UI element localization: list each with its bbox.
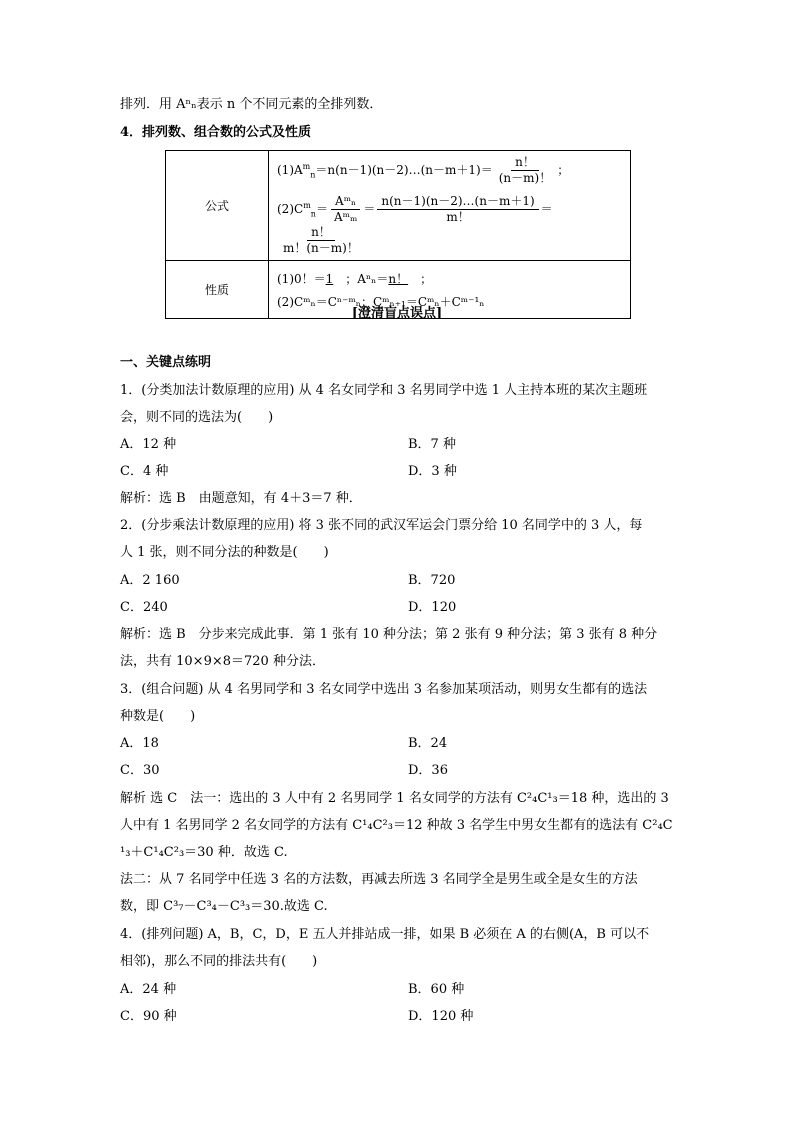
- f2-frac1-den: Aᵐₘ: [333, 210, 358, 224]
- formula-content: [269, 151, 631, 261]
- q1-line2: 会，则不同的选法为( ): [120, 410, 274, 425]
- q3-option-b: B．24: [408, 736, 448, 751]
- formula-table: [165, 150, 631, 319]
- q2-analysis-1: 解析：选 B 分步来完成此事．第 1 张有 10 种分法；第 2 张有 9 种分法；第 3 张有 8 种分: [120, 627, 658, 642]
- q4-option-d: D．120 种: [408, 1009, 474, 1024]
- q3-analysis-4: 法二：从 7 名同学中任选 3 名的方法数，再减去所选 3 名同学全是男生或全是女生的方法: [120, 872, 638, 887]
- part1-title: 一、关键点练明: [120, 355, 212, 370]
- q2-option-c: C．240: [120, 600, 168, 615]
- f2-fraction-2: [377, 194, 538, 225]
- intro-line: 排列．用 Aⁿₙ表示 n 个不同元素的全排列数．: [120, 97, 383, 112]
- p1-e: ；: [420, 271, 433, 286]
- q2-line1: 2．(分步乘法计数原理的应用) 将 3 张不同的武汉军运会门票分给 10 名同学中的 3 人，每: [120, 518, 643, 533]
- q2-line2: 人 1 张，则不同分法的种数是( ): [120, 545, 329, 560]
- q3-analysis-3: ¹₃＋C¹₄C²₃＝30 种．故选 C.: [120, 845, 288, 860]
- q4-option-b: B．60 种: [408, 982, 465, 997]
- q2-option-a: A．2 160: [120, 573, 180, 588]
- formula-label: 公式: [166, 151, 269, 261]
- f2-fraction-1: [330, 194, 361, 225]
- q3-option-d: D．36: [408, 763, 448, 778]
- formula-1: $(1)A^m_n=n(n-1)(n-2)\dots(n-m+1)=$ $\frac{n!}{(n-m)!}$ ；: [277, 155, 570, 185]
- q1-option-b: B．7 种: [408, 437, 456, 452]
- q2-option-d: D．120: [408, 600, 457, 615]
- f2-prefix: (2)C: [277, 202, 304, 216]
- f1-mid: ＝n(n－1)(n－2)…(n－m＋1)＝: [315, 163, 493, 177]
- q4-option-c: C．90 种: [120, 1009, 177, 1024]
- f1-tail: ；: [557, 163, 570, 177]
- q3-analysis-5: 数，即 C³₇－C³₄－C³₃＝30.故选 C.: [120, 899, 328, 914]
- q1-option-c: C．4 种: [120, 464, 169, 479]
- q3-option-a: A．18: [120, 736, 159, 751]
- f1-den: (n－m)！: [498, 171, 552, 185]
- f2-frac1-num: Aᵐₙ: [331, 194, 360, 210]
- q4-line2: 相邻)，那么不同的排法共有( ): [120, 954, 318, 969]
- q3-analysis-1: 解析 选 C 法一：选出的 3 人中有 2 名男同学 1 名女同学的方法有 C²₄C¹₃＝18 种，选出的 3: [120, 791, 669, 806]
- q1-line1: 1．(分类加法计数原理的应用) 从 4 名女同学和 3 名男同学中选 1 人主持本班的某次主题班: [120, 383, 648, 398]
- q1-analysis: 解析：选 B 由题意知，有 4＋3＝7 种．: [120, 491, 362, 506]
- f2-frac3-den: m！(n－m)！: [283, 241, 359, 255]
- f2-frac3-num: n！: [307, 225, 335, 241]
- f1-num: n！: [511, 155, 539, 171]
- formula-2: $(2)C^m_n=$ $\frac{\text{Aᵐₙ}}{\text{Aᵐₘ}}$ ＝ $\frac{n(n-1)(n-2)\dots(n-m+1)}{m!}$ ＝ $\frac{n!}{m!(n-m)!}$: [277, 194, 553, 255]
- p1-b: 1: [325, 271, 334, 286]
- q3-option-c: C．30: [120, 763, 160, 778]
- f1-fraction: [495, 155, 555, 186]
- property-2: (2)Cᵐₙ＝Cⁿ⁻ᵐₙ；Cᵐₙ₊₁＝Cᵐₙ＋Cᵐ⁻¹ₙ: [277, 294, 485, 309]
- property-label: 性质: [166, 261, 269, 319]
- q4-option-a: A．24 种: [120, 982, 177, 997]
- q3-line2: 种数是( ): [120, 709, 196, 724]
- f2-fraction-3: [279, 225, 363, 256]
- subheading: [澄清盲点误点]: [351, 306, 443, 321]
- q2-analysis-2: 法，共有 10×9×8＝720 种分法．: [120, 654, 325, 669]
- q1-option-d: D．3 种: [408, 464, 457, 479]
- p1-c: ；Aⁿₙ＝: [345, 271, 389, 286]
- p1-d: n！: [388, 271, 409, 286]
- q4-line1: 4．(排列问题) A，B，C，D，E 五人并排站成一排，如果 B 必须在 A 的右侧(A，B 可以不: [120, 927, 650, 942]
- q3-line1: 3．(组合问题) 从 4 名男同学和 3 名女同学中选出 3 名参加某项活动，则男女生都有的选法: [120, 682, 648, 697]
- q3-analysis-2: 人中有 1 名男同学 2 名女同学的方法有 C¹₄C²₃＝12 种故 3 名学生中男女生都有的选法有 C²₄C: [120, 818, 673, 833]
- q1-option-a: A．12 种: [120, 437, 177, 452]
- p1-a: (1)0！＝: [277, 271, 326, 286]
- f1-prefix: (1)A: [277, 163, 303, 177]
- property-1: [277, 270, 622, 287]
- f2-frac2-num: n(n－1)(n－2)…(n－m＋1): [377, 194, 538, 210]
- f2-frac2-den: m！: [446, 210, 470, 224]
- section4-title: 4．排列数、组合数的公式及性质: [120, 125, 312, 140]
- formula-row: [166, 151, 631, 261]
- q2-option-b: B．720: [408, 573, 456, 588]
